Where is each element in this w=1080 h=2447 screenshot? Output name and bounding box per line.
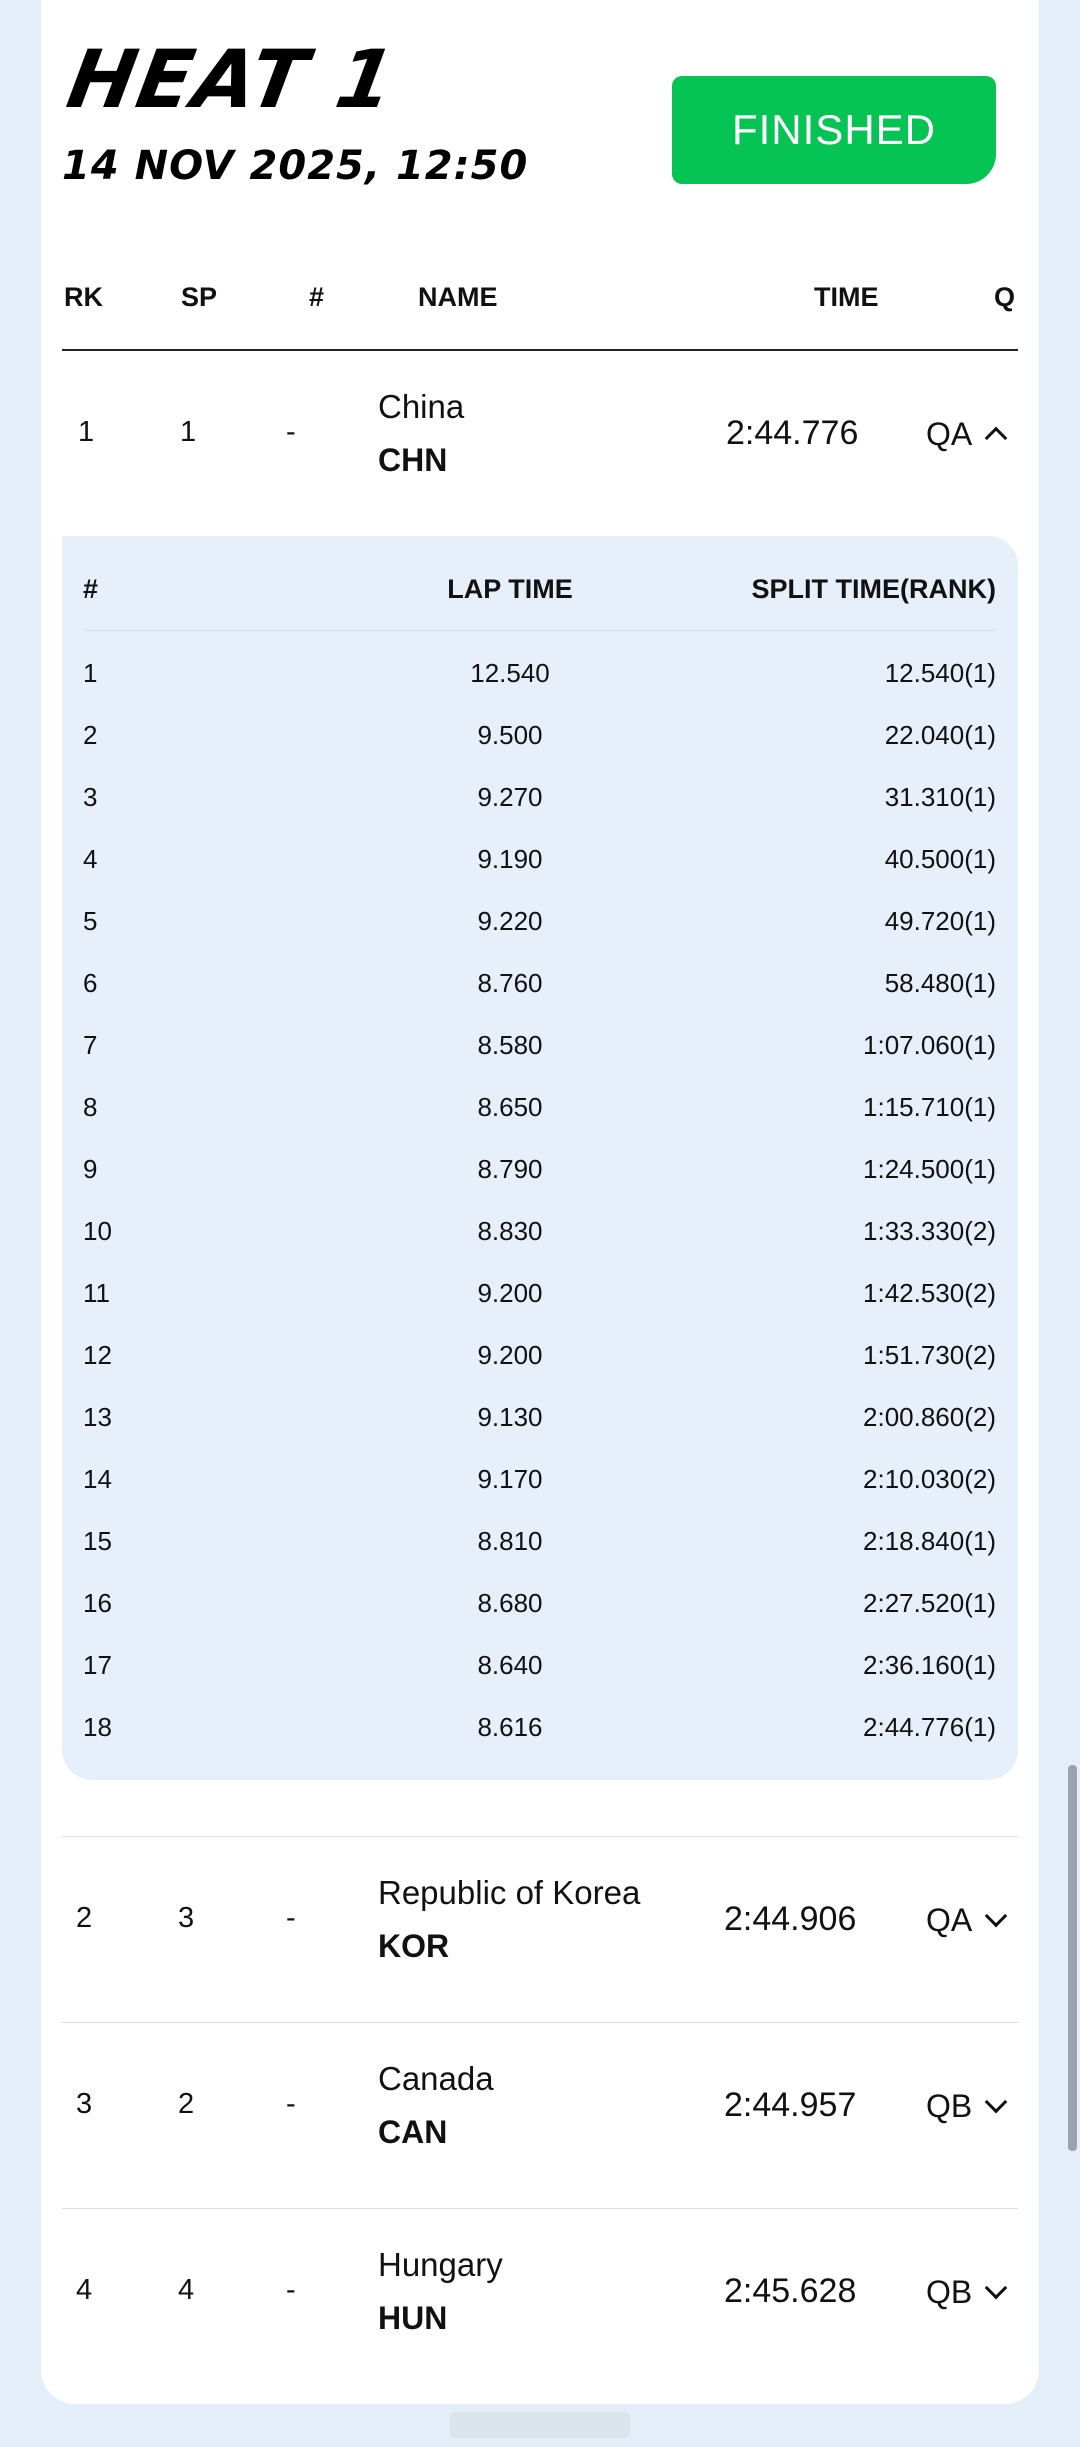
start-position: 1 bbox=[180, 416, 197, 448]
split-time: 58.480(1) bbox=[884, 968, 996, 998]
country-name: China bbox=[378, 388, 465, 425]
home-indicator bbox=[450, 2412, 630, 2438]
split-time: 31.310(1) bbox=[884, 782, 996, 812]
header-divider bbox=[62, 349, 1018, 351]
lap-number: 15 bbox=[83, 1526, 112, 1556]
bib-number: - bbox=[286, 1902, 296, 1934]
start-position: 3 bbox=[178, 1902, 195, 1934]
lap-time: 9.200 bbox=[477, 1278, 543, 1308]
lap-row bbox=[62, 1216, 1018, 1256]
start-position: 2 bbox=[178, 2088, 195, 2120]
lap-number: 4 bbox=[83, 844, 98, 874]
lap-time: 8.650 bbox=[477, 1092, 543, 1122]
rank: 1 bbox=[78, 416, 95, 448]
row-divider bbox=[62, 2208, 1018, 2209]
lap-number: 18 bbox=[83, 1712, 112, 1742]
lap-row bbox=[62, 1588, 1018, 1628]
finish-time: 2:44.957 bbox=[724, 2086, 857, 2124]
splits-header-lap-time: LAP TIME bbox=[447, 574, 573, 604]
column-header-number: # bbox=[309, 282, 325, 312]
country-code: CAN bbox=[378, 2114, 448, 2150]
lap-time: 8.830 bbox=[477, 1216, 543, 1246]
country-name: Canada bbox=[378, 2060, 494, 2097]
bib-number: - bbox=[286, 2088, 296, 2120]
lap-time: 8.616 bbox=[477, 1712, 543, 1742]
start-position: 4 bbox=[178, 2274, 195, 2306]
lap-time: 9.130 bbox=[477, 1402, 543, 1432]
bib-number: - bbox=[286, 2274, 296, 2306]
lap-row bbox=[62, 844, 1018, 884]
qualification: QB bbox=[926, 2088, 973, 2124]
lap-row bbox=[62, 782, 1018, 822]
rank: 4 bbox=[76, 2274, 93, 2306]
lap-number: 16 bbox=[83, 1588, 112, 1618]
column-header-name: NAME bbox=[418, 282, 498, 312]
lap-row bbox=[62, 968, 1018, 1008]
lap-number: 7 bbox=[83, 1030, 98, 1060]
column-header-rk: RK bbox=[64, 282, 103, 312]
country-name: Hungary bbox=[378, 2246, 503, 2283]
lap-row bbox=[62, 1154, 1018, 1194]
split-time: 22.040(1) bbox=[884, 720, 996, 750]
lap-time: 8.580 bbox=[477, 1030, 543, 1060]
qualification: QA bbox=[926, 1902, 973, 1938]
lap-row bbox=[62, 720, 1018, 760]
country-code: CHN bbox=[378, 442, 448, 478]
lap-number: 5 bbox=[83, 906, 98, 936]
split-time: 1:24.500(1) bbox=[863, 1154, 996, 1184]
finish-time: 2:44.906 bbox=[724, 1900, 857, 1938]
lap-row bbox=[62, 1526, 1018, 1566]
lap-row bbox=[62, 1650, 1018, 1690]
country-code: HUN bbox=[378, 2300, 448, 2336]
heat-datetime: 14 NOV 2025, 12:50 bbox=[62, 143, 529, 189]
split-time: 12.540(1) bbox=[884, 658, 996, 688]
split-time: 1:33.330(2) bbox=[863, 1216, 996, 1246]
split-time: 1:07.060(1) bbox=[863, 1030, 996, 1060]
split-time: 2:18.840(1) bbox=[863, 1526, 996, 1556]
split-time: 2:36.160(1) bbox=[863, 1650, 996, 1680]
lap-time: 8.680 bbox=[477, 1588, 543, 1618]
lap-time: 9.270 bbox=[477, 782, 543, 812]
lap-time: 9.220 bbox=[477, 906, 543, 936]
lap-time: 9.200 bbox=[477, 1340, 543, 1370]
lap-number: 2 bbox=[83, 720, 98, 750]
row-divider bbox=[62, 1836, 1018, 1837]
status-badge: FINISHED bbox=[672, 76, 996, 184]
split-time: 2:10.030(2) bbox=[863, 1464, 996, 1494]
lap-number: 13 bbox=[83, 1402, 112, 1432]
heat-title: HEAT 1 bbox=[60, 33, 404, 126]
qualification: QA bbox=[926, 416, 973, 452]
lap-number: 6 bbox=[83, 968, 98, 998]
lap-time: 9.500 bbox=[477, 720, 543, 750]
lap-number: 8 bbox=[83, 1092, 98, 1122]
lap-time: 9.190 bbox=[477, 844, 543, 874]
splits-header-split-time: SPLIT TIME(RANK) bbox=[751, 574, 996, 604]
country-code: KOR bbox=[378, 1928, 450, 1964]
lap-row bbox=[62, 1402, 1018, 1442]
lap-row bbox=[62, 1464, 1018, 1504]
lap-row bbox=[62, 1340, 1018, 1380]
lap-splits-panel bbox=[62, 536, 1018, 1780]
split-time: 2:00.860(2) bbox=[863, 1402, 996, 1432]
split-time: 2:44.776(1) bbox=[863, 1712, 996, 1742]
lap-number: 12 bbox=[83, 1340, 112, 1370]
lap-number: 1 bbox=[83, 658, 98, 688]
split-time: 2:27.520(1) bbox=[863, 1588, 996, 1618]
lap-row bbox=[62, 1030, 1018, 1070]
lap-time: 12.540 bbox=[470, 658, 550, 688]
lap-row bbox=[62, 1278, 1018, 1318]
lap-time: 8.760 bbox=[477, 968, 543, 998]
bib-number: - bbox=[286, 416, 296, 448]
column-header-time: TIME bbox=[814, 282, 879, 312]
lap-row bbox=[62, 658, 1018, 698]
split-time: 40.500(1) bbox=[884, 844, 996, 874]
scrollbar[interactable] bbox=[1068, 1765, 1077, 2151]
lap-number: 3 bbox=[83, 782, 98, 812]
lap-number: 9 bbox=[83, 1154, 98, 1184]
column-header-q: Q bbox=[994, 282, 1016, 312]
country-name: Republic of Korea bbox=[378, 1874, 641, 1911]
qualification: QB bbox=[926, 2274, 973, 2310]
lap-time: 8.640 bbox=[477, 1650, 543, 1680]
split-time: 1:51.730(2) bbox=[863, 1340, 996, 1370]
split-time: 1:42.530(2) bbox=[863, 1278, 996, 1308]
split-time: 49.720(1) bbox=[884, 906, 996, 936]
column-header-sp: SP bbox=[181, 282, 218, 312]
splits-header-divider bbox=[84, 630, 996, 631]
lap-number: 11 bbox=[83, 1278, 110, 1308]
splits-header-number: # bbox=[83, 574, 99, 604]
lap-time: 8.790 bbox=[477, 1154, 543, 1184]
rank: 2 bbox=[76, 1902, 93, 1934]
rank: 3 bbox=[76, 2088, 93, 2120]
lap-number: 14 bbox=[83, 1464, 112, 1494]
split-time: 1:15.710(1) bbox=[863, 1092, 996, 1122]
lap-time: 9.170 bbox=[477, 1464, 543, 1494]
lap-row bbox=[62, 1712, 1018, 1752]
lap-row bbox=[62, 906, 1018, 946]
finish-time: 2:44.776 bbox=[726, 414, 859, 452]
lap-number: 17 bbox=[83, 1650, 112, 1680]
finish-time: 2:45.628 bbox=[724, 2272, 857, 2310]
lap-row bbox=[62, 1092, 1018, 1132]
lap-number: 10 bbox=[83, 1216, 112, 1246]
row-divider bbox=[62, 2022, 1018, 2023]
lap-time: 8.810 bbox=[477, 1526, 543, 1556]
